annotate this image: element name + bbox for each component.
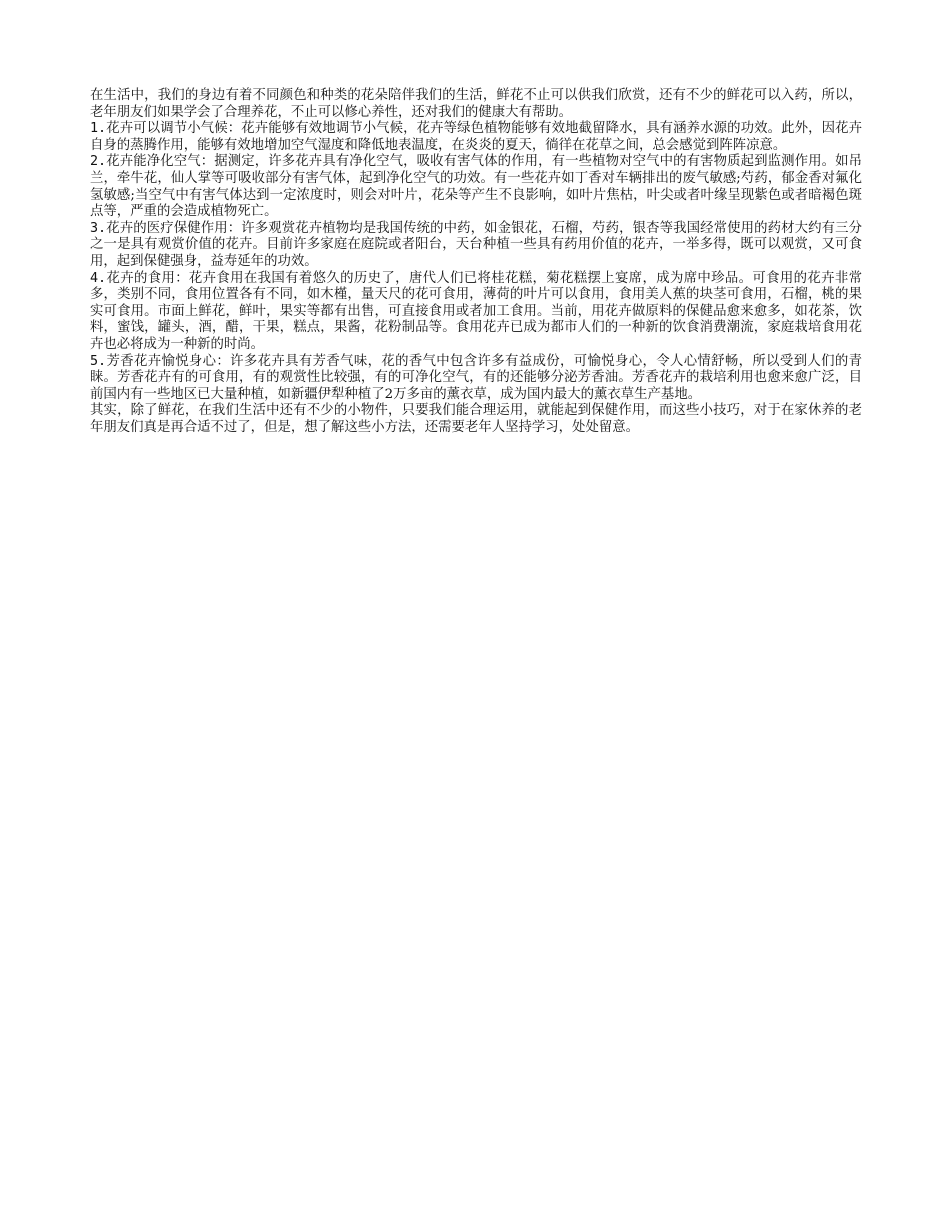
item-number: 1. <box>90 121 107 137</box>
item-text: 花卉的医疗保健作用：许多观赏花卉植物均是我国传统的中药，如金银花，石榴，芍药，银杏等我国经常使用的药材大约有三分之一是具有观赏价值的花卉。目前许多家庭在庭院或者阳台，天台种植一些具有药用价值的花卉，一举多得，既可以观赏，又可食用，起到保健强身，益寿延年的功效。 <box>90 220 862 269</box>
item-text: 花卉可以调节小气候：花卉能够有效地调节小气候，花卉等绿色植物能够有效地截留降水，具有涵养水源的功效。此外，因花卉自身的蒸腾作用，能够有效地增加空气湿度和降低地表温度，在炎炎的夏天，徜徉在花草之间，总会感觉到阵阵凉意。 <box>90 121 862 153</box>
item-text: 花卉的食用：花卉食用在我国有着悠久的历史了，唐代人们已将桂花糕，菊花糕摆上宴席，成为席中珍品。可食用的花卉非常多，类别不同，食用位置各有不同，如木槿，量天尺的花可食用，薄荷的叶片可以食用，食用美人蕉的块茎可食用，石榴，桃的果实可食用。市面上鲜花，鲜叶，果实等都有出售，可直接食用或者加工食用。当前，用花卉做原料的保健品愈来愈多，如花茶，饮料，蜜饯，罐头，酒，醋，干果，糕点，果酱，花粉制品等。食用花卉已成为都市人们的一种新的饮食消费潮流，家庭栽培食用花卉也必将成为一种新的时尚。 <box>90 270 862 352</box>
item-number: 4. <box>90 270 107 286</box>
list-item <box>90 354 862 404</box>
item-text: 花卉能净化空气：据测定，许多花卉具有净化空气，吸收有害气体的作用，有一些植物对空气中的有害物质起到监测作用。如吊兰，牵牛花，仙人掌等可吸收部分有害气体，起到净化空气的功效。有一些花卉如丁香对车辆排出的废气敏感;芍药，郁金香对氟化氢敏感;当空气中有害气体达到一定浓度时，则会对叶片，花朵等产生不良影响，如叶片焦枯，叶尖或者叶缘呈现紫色或者暗褐色斑点等，严重的会造成植物死亡。 <box>90 154 862 220</box>
item-text: 芳香花卉愉悦身心：许多花卉具有芳香气味，花的香气中包含许多有益成份，可愉悦身心，令人心情舒畅，所以受到人们的青睐。芳香花卉有的可食用，有的观赏性比较强，有的可净化空气，有的还能够分泌芳香油。芳香花卉的栽培利用也愈来愈广泛，目前国内有一些地区已大量种植，如新疆伊犁种植了2万多亩的薰衣草，成为国内最大的薰衣草生产基地。 <box>90 353 862 402</box>
list-item <box>90 271 862 354</box>
list-item <box>90 154 862 220</box>
conclusion-paragraph: 其实，除了鲜花，在我们生活中还有不少的小物件，只要我们能合理运用，就能起到保健作用，而这些小技巧，对于在家休养的老年朋友们真是再合适不过了，但是，想了解这些小方法，还需要老年人坚持学习，处处留意。 <box>90 403 862 435</box>
item-number: 5. <box>90 353 107 369</box>
list-item <box>90 221 862 271</box>
item-number: 2. <box>90 154 107 170</box>
item-number: 3. <box>90 220 107 236</box>
intro-paragraph: 在生活中，我们的身边有着不同颜色和种类的花朵陪伴我们的生活，鲜花不止可以供我们欣赏，还有不少的鲜花可以入药，所以，老年朋友们如果学会了合理养花，不止可以修心养性，还对我们的健康大有帮助。 <box>90 88 862 120</box>
list-item <box>90 121 862 154</box>
article-body <box>90 88 862 436</box>
